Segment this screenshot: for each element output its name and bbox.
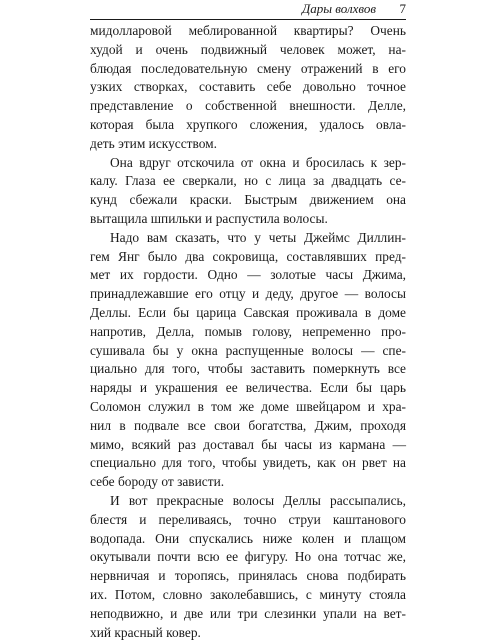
page-number: 7 xyxy=(400,1,407,17)
text-line: мидолларовой меблированной квартиры? Очень xyxy=(90,22,406,41)
paragraph xyxy=(90,154,406,229)
text-line: принадлежавшие его отцу и деду, другое — волосы xyxy=(90,285,406,304)
text-line: их. Потом, словно заколебавшись, с минуту стояла xyxy=(90,586,406,605)
text-line: кунд сбежали краски. Быстрым движением она xyxy=(90,191,406,210)
text-line: специально для того, чтобы увидеть, как он рвет на xyxy=(90,454,406,473)
paragraph xyxy=(90,22,406,154)
text-line: сушивала бы у окна распущенные волосы — спе- xyxy=(90,342,406,361)
text-line: которая была хрупкого сложения, удалось овла- xyxy=(90,116,406,135)
text-line: Деллы. Если бы царица Савская проживала в доме xyxy=(90,304,406,323)
text-line: худой и очень подвижный человек может, на- xyxy=(90,41,406,60)
text-line: нил в подвале все свои богатства, Джим, проходя xyxy=(90,417,406,436)
text-line: окутывали почти всю ее фигуру. Но она тотчас же, xyxy=(90,548,406,567)
text-line: циально для того, чтобы заставить померкнуть все xyxy=(90,360,406,379)
running-title: Дары волхвов xyxy=(302,1,376,17)
text-line: деть этим искусством. xyxy=(90,135,406,154)
text-line: узких створках, составить себе довольно точное xyxy=(90,78,406,97)
text-line: наряды и украшения ее величества. Если бы царь xyxy=(90,379,406,398)
text-line: Она вдруг отскочила от окна и бросилась к зер- xyxy=(90,154,406,173)
text-line: вытащила шпильки и распустила волосы. xyxy=(90,210,406,229)
text-line: водопада. Они спускались ниже колен и плащом xyxy=(90,530,406,549)
text-line: блюдая последовательную смену отражений в его xyxy=(90,60,406,79)
running-header xyxy=(90,1,406,20)
text-line: себе бороду от зависти. xyxy=(90,473,406,492)
text-line: калу. Глаза ее сверкали, но с лица за двадцать се- xyxy=(90,172,406,191)
text-line: мет их гордости. Одно — золотые часы Джима, xyxy=(90,266,406,285)
text-line: блестя и переливаясь, точно струи каштанового xyxy=(90,511,406,530)
text-line: мимо, всякий раз доставал бы часы из кармана — xyxy=(90,436,406,455)
text-line: Соломон служил в том же доме швейцаром и хра- xyxy=(90,398,406,417)
text-line: И вот прекрасные волосы Деллы рассыпались, xyxy=(90,492,406,511)
text-line: неподвижно, и две или три слезинки упали на вет- xyxy=(90,605,406,624)
text-line: представление о собственной внешности. Делле, xyxy=(90,97,406,116)
body-text xyxy=(90,22,406,642)
text-line: Надо вам сказать, что у четы Джеймс Диллин- xyxy=(90,229,406,248)
text-line: хий красный ковер. xyxy=(90,624,406,642)
text-line: напротив, Делла, помыв голову, непременно про- xyxy=(90,323,406,342)
paragraph xyxy=(90,229,406,492)
text-line: гем Янг было два сокровища, составлявших пред- xyxy=(90,248,406,267)
paragraph xyxy=(90,492,406,642)
text-line: нервничая и торопясь, принялась снова подбирать xyxy=(90,567,406,586)
